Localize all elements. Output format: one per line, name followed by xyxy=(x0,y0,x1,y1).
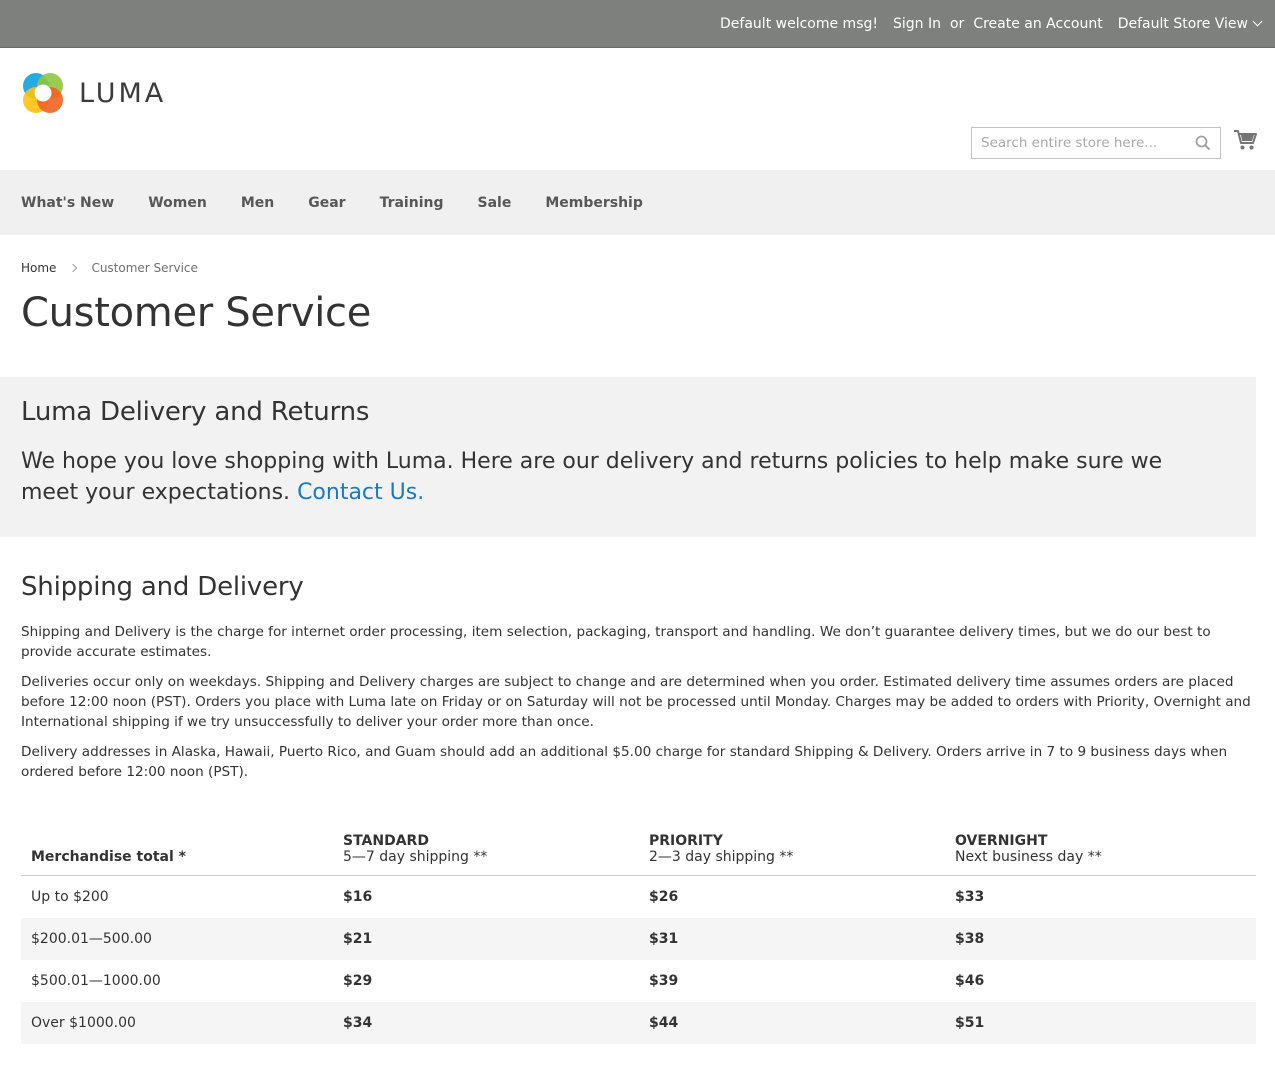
breadcrumb-current: Customer Service xyxy=(91,261,198,275)
table-row xyxy=(21,960,1256,1002)
page-title: Customer Service xyxy=(21,290,372,336)
nav-item-membership[interactable]: Membership xyxy=(545,194,643,211)
shipping-section xyxy=(21,572,1257,792)
breadcrumb xyxy=(21,261,198,275)
site-logo[interactable] xyxy=(21,71,166,115)
table-cell-price: $31 xyxy=(649,930,679,947)
nav-item-women[interactable]: Women xyxy=(148,194,207,211)
logo-text: LUMA xyxy=(79,77,167,109)
hero-title: Luma Delivery and Returns xyxy=(21,397,370,427)
table-row xyxy=(21,918,1256,960)
table-cell-range: $200.01—500.00 xyxy=(31,930,152,947)
chevron-right-icon xyxy=(69,264,77,272)
top-bar xyxy=(0,0,1275,48)
table-cell-price: $34 xyxy=(343,1014,373,1031)
table-row xyxy=(21,876,1256,918)
column-header-priority: PRIORITY 2—3 day shipping ** xyxy=(649,833,794,865)
table-cell-price: $38 xyxy=(955,930,985,947)
nav-item-sale[interactable]: Sale xyxy=(477,194,512,211)
shipping-paragraph: Deliveries occur only on weekdays. Shipping and Delivery charges are subject to change and are determined when you order. Estimated delivery time assumes orders are placed before 12:00 noon (PST). Orders you place with Luma late on Friday or on Saturday will not be processed until Monday. Charges may be added to orders with Priority, Overnight and International shipping if we try unsuccessfully to deliver your order more than once. xyxy=(21,674,1251,730)
table-cell-range: Up to $200 xyxy=(31,888,109,905)
shipping-rates-table xyxy=(21,829,1256,1044)
table-cell-price: $21 xyxy=(343,930,373,947)
nav-item-men[interactable]: Men xyxy=(240,194,275,211)
luma-logo-icon xyxy=(21,71,65,115)
hero-text: We hope you love shopping with Luma. Here are our delivery and returns policies to help make sure we meet your expectations. xyxy=(21,449,1163,505)
search-box xyxy=(971,127,1221,159)
delivery-returns-panel xyxy=(0,377,1256,537)
nav-item-whats-new[interactable]: What's New xyxy=(21,194,115,211)
store-view-switcher[interactable] xyxy=(1118,16,1261,32)
create-account-link[interactable]: Create an Account xyxy=(973,15,1103,32)
table-row xyxy=(21,1002,1256,1044)
nav-item-training[interactable]: Training xyxy=(379,194,444,211)
column-header-merchandise: Merchandise total * xyxy=(31,849,186,865)
hero-text-block xyxy=(21,446,1221,508)
contact-us-link[interactable]: Contact Us. xyxy=(297,480,425,505)
shipping-paragraph: Shipping and Delivery is the charge for internet order processing, item selection, packaging, transport and handling. We don’t guarantee delivery times, but we do our best to provide accurate estimates. xyxy=(21,624,1211,660)
welcome-message: Default welcome msg! xyxy=(720,15,878,32)
nav-item-gear[interactable]: Gear xyxy=(308,194,346,211)
breadcrumb-home-link[interactable]: Home xyxy=(21,261,57,275)
table-cell-price: $51 xyxy=(955,1014,985,1031)
table-cell-price: $16 xyxy=(343,888,373,905)
shipping-paragraph: Delivery addresses in Alaska, Hawaii, Puerto Rico, and Guam should add an additional $5.00 charge for standard Shipping & Delivery. Orders arrive in 7 to 9 business days when ordered before 12:00 noon (PST). xyxy=(21,744,1228,780)
table-cell-price: $33 xyxy=(955,888,985,905)
table-cell-price: $46 xyxy=(955,972,985,989)
table-cell-price: $29 xyxy=(343,972,373,989)
shipping-title: Shipping and Delivery xyxy=(21,572,304,602)
site-header xyxy=(0,48,1275,170)
search-input[interactable] xyxy=(981,129,1186,157)
or-text: or xyxy=(949,15,965,32)
table-cell-price: $39 xyxy=(649,972,679,989)
table-header-row xyxy=(21,829,1256,876)
table-cell-range: $500.01—1000.00 xyxy=(31,972,161,989)
sign-in-link[interactable]: Sign In xyxy=(892,15,941,32)
table-cell-price: $44 xyxy=(649,1014,679,1031)
chevron-down-icon xyxy=(1253,17,1263,27)
store-view-label: Default Store View xyxy=(1117,15,1248,32)
main-nav xyxy=(0,170,1275,235)
search-icon[interactable] xyxy=(1195,135,1211,151)
column-header-overnight: OVERNIGHT Next business day ** xyxy=(955,833,1102,865)
cart-icon[interactable] xyxy=(1233,129,1257,151)
table-cell-range: Over $1000.00 xyxy=(31,1014,136,1031)
column-header-standard: STANDARD 5—7 day shipping ** xyxy=(343,833,488,865)
table-cell-price: $26 xyxy=(649,888,679,905)
